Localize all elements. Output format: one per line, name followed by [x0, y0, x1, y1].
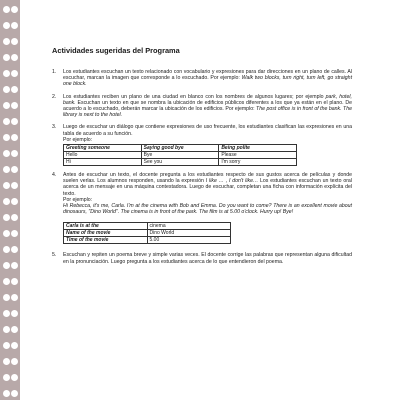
binder-hole [11, 102, 18, 109]
table-cell: I'm sorry [219, 159, 297, 166]
binder-hole [3, 70, 10, 77]
binder-hole [3, 262, 10, 269]
binder-hole [3, 6, 10, 13]
binder-hole [11, 54, 18, 61]
activity-expression: I like … , I don't like… [205, 178, 259, 185]
binder-hole [3, 166, 10, 173]
table-cell: Time of the movie [64, 237, 148, 244]
activity-example: The post office is in front of the bank. The library is next to the hotel. [63, 106, 352, 119]
table-header-row [64, 145, 297, 152]
table-cell: Hello [64, 152, 142, 159]
example-label: Por ejemplo: [63, 136, 93, 143]
table-row [64, 230, 231, 237]
binder-hole [11, 86, 18, 93]
binder-hole [3, 246, 10, 253]
table-cell: See you [141, 159, 219, 166]
activity-text: Los estudiantes reciben un plano de una ciudad en blanco con los nombres de algunos lugares; por ejemplo [63, 93, 324, 100]
binder-hole [11, 198, 18, 205]
binder-strip [0, 0, 20, 400]
binder-hole [11, 326, 18, 333]
item-number: 2. [52, 93, 57, 100]
activity-example: park, hotel, bank. [63, 93, 352, 106]
binder-hole [11, 118, 18, 125]
table-row [64, 223, 231, 230]
functions-table [63, 144, 297, 166]
binder-hole [11, 246, 18, 253]
binder-hole [3, 214, 10, 221]
binder-hole [3, 150, 10, 157]
binder-hole [3, 54, 10, 61]
binder-hole [11, 294, 18, 301]
binder-hole [11, 262, 18, 269]
example-label: Por ejemplo: [63, 196, 93, 203]
binder-hole [3, 342, 10, 349]
binder-hole [11, 134, 18, 141]
activity-text: Escuchan un texto en que se nombra la ubicación de edificios públicos diferentes a los que ya están en el plano. De acuerdo a lo escuchado, deberán marcar la ubicación de los edificios. Por ejemplo: [63, 99, 352, 113]
binder-hole [3, 310, 10, 317]
activity-1 [52, 69, 352, 88]
binder-hole [11, 390, 18, 397]
binder-hole [3, 278, 10, 285]
item-number: 1. [52, 69, 57, 75]
binder-hole [11, 182, 18, 189]
table-header: Saying good bye [141, 145, 219, 152]
activity-text: Antes de escuchar un texto, el docente pregunta a los estudiantes respecto de sus gustos acerca de películas y donde suelen verlas. Los alumnos responden, usando la expresión [63, 172, 352, 185]
binder-hole [3, 294, 10, 301]
cinema-table [63, 222, 231, 244]
binder-hole [11, 70, 18, 77]
binder-hole [3, 118, 10, 125]
binder-hole [3, 182, 10, 189]
binder-hole [11, 310, 18, 317]
activity-text: Los estudiantes escuchan un texto relacionado con vocabulario y expresiones para dar direcciones en un plano de calles. Al escuchar, marcan la imagen que corresponde a lo escuchado. Por ejemplo: [63, 69, 352, 82]
document-page [52, 46, 352, 271]
binder-hole [3, 86, 10, 93]
item-number: 3. [52, 124, 57, 131]
binder-hole [11, 214, 18, 221]
binder-hole [11, 38, 18, 45]
item-number: 5. [52, 252, 57, 259]
binder-hole [3, 374, 10, 381]
table-header: Being polite [219, 145, 297, 152]
page-title: Actividades sugeridas del Programa [52, 46, 180, 55]
table-row [64, 237, 231, 244]
binder-hole [3, 22, 10, 29]
table-row [64, 152, 297, 159]
table-cell: Name of the movie [64, 230, 148, 237]
dialog-text: Hi Rebecca, it's me, Carla. I'm at the cinema with Bob and Emma. Do you want to come? There is an excellent movie about dinosaurs, "Dino World". The cinema is in front of the park. The film is at 5.00 o'clock. Hurry up! Bye! [63, 203, 352, 216]
binder-hole [3, 230, 10, 237]
item-number: 4. [52, 172, 57, 179]
binder-hole [3, 198, 10, 205]
activity-4 [52, 172, 352, 246]
binder-hole [11, 166, 18, 173]
table-cell: Dino World [147, 230, 231, 237]
binder-hole [3, 390, 10, 397]
activity-text: Los estudiantes escuchan un texto oral acerca de un mensaje en una máquina contestadora. Luego de escuchar, completan una ficha con información explícita del texto. [63, 178, 352, 197]
activity-example: Walk two blocks, turn right, turn left, go straight one block. [63, 75, 353, 88]
binder-hole [3, 38, 10, 45]
binder-hole [3, 326, 10, 333]
binder-hole [3, 358, 10, 365]
binder-hole [11, 150, 18, 157]
binder-hole [11, 374, 18, 381]
binder-hole [3, 134, 10, 141]
table-cell: Hi [64, 159, 142, 166]
table-row [64, 159, 297, 166]
binder-hole [3, 102, 10, 109]
table-cell: cinema [147, 223, 231, 230]
activity-text: Luego de escuchar un diálogo que contiene expresiones de uso frecuente, los estudiantes clasifican las expresiones en una tabla de acuerdo a su función. [63, 124, 352, 137]
activity-text: Escuchan y repiten un poema breve y simple varias veces. El docente corrige las palabras que representan alguna dificultad en la pronunciación. Luego pregunta a los estudiantes acerca de lo que entendieron del poema. [63, 252, 352, 265]
activity-3 [52, 124, 352, 166]
table-cell: 5.00 [147, 237, 231, 244]
table-cell: Please [219, 152, 297, 159]
binder-hole [11, 342, 18, 349]
binder-hole [11, 22, 18, 29]
table-cell: Bye [141, 152, 219, 159]
binder-hole [11, 278, 18, 285]
binder-hole [11, 230, 18, 237]
table-cell: Carla is at the [64, 223, 148, 230]
activity-2 [52, 94, 352, 119]
activity-5 [52, 252, 352, 264]
binder-hole [11, 6, 18, 13]
binder-hole [11, 358, 18, 365]
table-header: Greeting someone [64, 145, 142, 152]
